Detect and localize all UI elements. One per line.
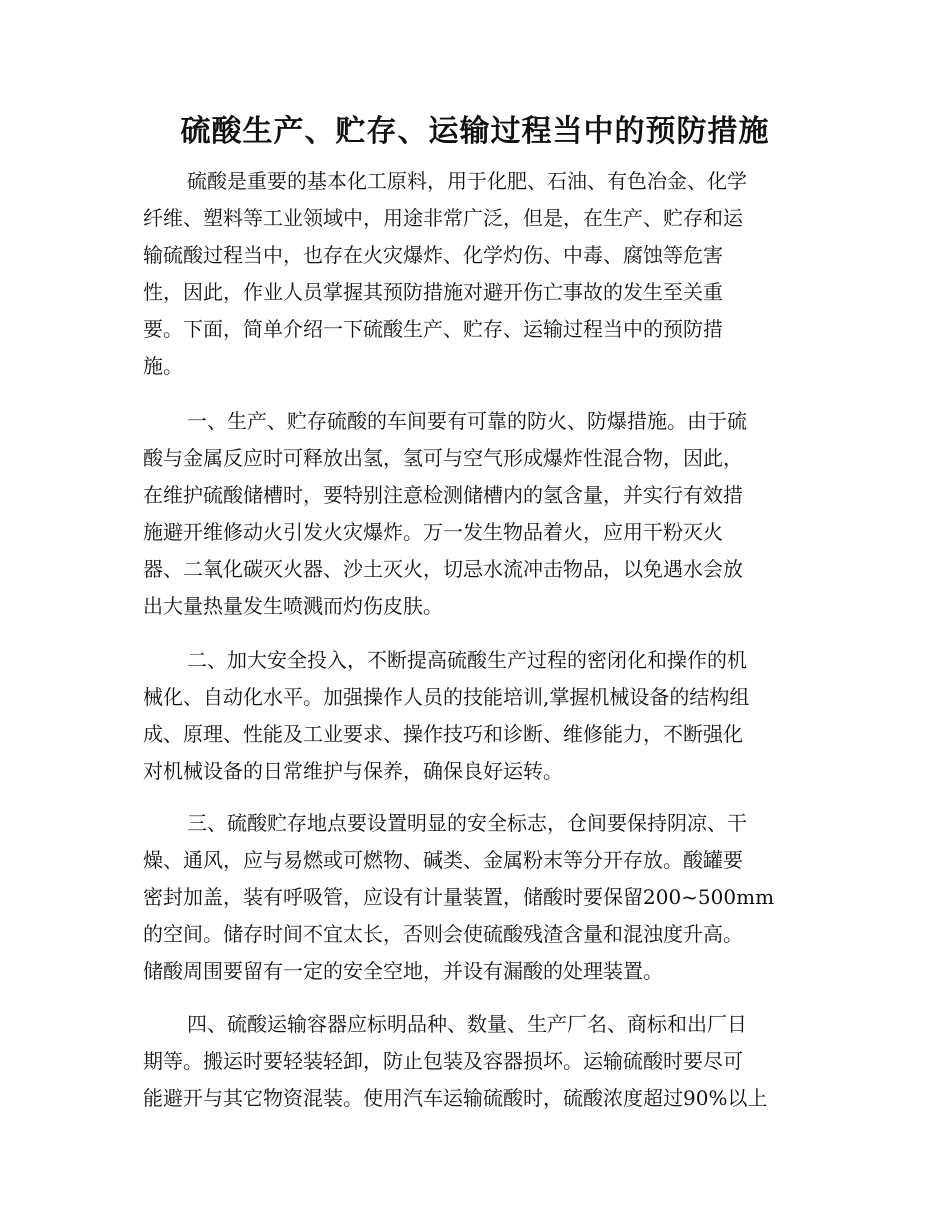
text-line: 二、加大安全投入，不断提高硫酸生产过程的密闭化和操作的机 [187,648,747,672]
text-line: 械化、自动化水平。加强操作人员的技能培训,掌握机械设备的结构组 [143,685,750,709]
text-line: 输硫酸过程当中，也存在火灾爆炸、化学灼伤、中毒、腐蚀等危害 [143,243,723,267]
text-line: 对机械设备的日常维护与保养，确保良好运转。 [143,759,563,783]
text-line: 纤维、塑料等工业领域中，用途非常广泛，但是，在生产、贮存和运 [143,206,743,230]
paragraph-section-3 [143,805,813,990]
document-title: 硫酸生产、贮存、运输过程当中的预防措施 [180,114,770,149]
text-line: 施。 [143,354,183,378]
text-line: 硫酸是重要的基本化工原料，用于化肥、石油、有色冶金、化学 [187,169,747,193]
text-line: 要。下面，简单介绍一下硫酸生产、贮存、运输过程当中的预防措 [143,317,723,341]
text-line: 燥、通风，应与易燃或可燃物、碱类、金属粉末等分开存放。酸罐要 [143,848,743,872]
paragraph-section-4 [143,1006,813,1117]
text-line: 在维护硫酸储槽时，要特别注意检测储槽内的氢含量，并实行有效措 [143,483,743,507]
text-line: 性，因此，作业人员掌握其预防措施对避开伤亡事故的发生至关重 [143,280,723,304]
text-line: 施避开维修动火引发火灾爆炸。万一发生物品着火，应用干粉灭火 [143,520,723,544]
paragraph-section-2 [143,642,813,790]
text-line: 酸与金属反应时可释放出氢，氢可与空气形成爆炸性混合物，因此， [143,446,743,470]
text-line: 出大量热量发生喷溅而灼伤皮肤。 [143,594,443,618]
text-line: 能避开与其它物资混装。使用汽车运输硫酸时，硫酸浓度超过90%以上 [143,1086,768,1110]
text-line: 器、二氧化碳灭火器、沙土灭火，切忌水流冲击物品，以免遇水会放 [143,557,743,581]
text-line: 成、原理、性能及工业要求、操作技巧和诊断、维修能力，不断强化 [143,722,743,746]
paragraph-intro [143,163,813,385]
text-line: 一、生产、贮存硫酸的车间要有可靠的防火、防爆措施。由于硫 [187,409,747,433]
text-line: 的空间。储存时间不宜太长，否则会使硫酸残渣含量和混浊度升高。 [143,922,743,946]
text-line: 期等。搬运时要轻装轻卸，防止包装及容器损坏。运输硫酸时要尽可 [143,1049,743,1073]
text-line: 密封加盖，装有呼吸管，应设有计量装置，储酸时要保留200~500mm [143,885,775,909]
paragraph-section-1 [143,403,813,625]
text-line: 三、硫酸贮存地点要设置明显的安全标志，仓间要保持阴凉、干 [187,811,747,835]
text-line: 储酸周围要留有一定的安全空地，并设有漏酸的处理装置。 [143,959,663,983]
text-line: 四、硫酸运输容器应标明品种、数量、生产厂名、商标和出厂日 [187,1012,747,1036]
